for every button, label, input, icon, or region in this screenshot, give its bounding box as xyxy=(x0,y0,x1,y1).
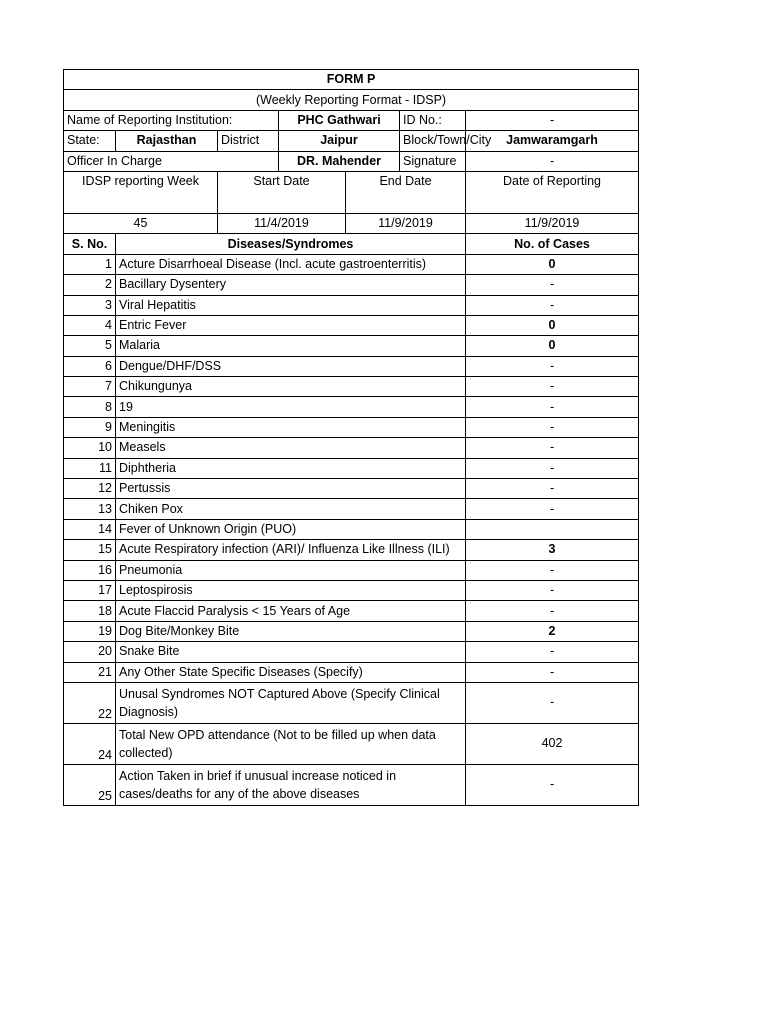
row-disease: Acute Flaccid Paralysis < 15 Years of Age xyxy=(116,601,466,621)
row-sno: 8 xyxy=(64,397,116,417)
start-date-value: 11/4/2019 xyxy=(218,213,346,233)
row-sno: 13 xyxy=(64,499,116,519)
table-row xyxy=(64,764,639,805)
id-label: ID No.: xyxy=(400,110,466,130)
row-sno: 3 xyxy=(64,295,116,315)
sno-header: S. No. xyxy=(64,234,116,254)
table-row xyxy=(64,621,639,641)
officer-label: Officer In Charge xyxy=(64,151,279,171)
row-sno: 24 xyxy=(64,723,116,764)
row-cases: 0 xyxy=(466,336,639,356)
table-row xyxy=(64,540,639,560)
row-cases: - xyxy=(466,642,639,662)
table-row xyxy=(64,377,639,397)
row-disease: Measels xyxy=(116,438,466,458)
row-cases: 3 xyxy=(466,540,639,560)
row-sno: 20 xyxy=(64,642,116,662)
table-row xyxy=(64,438,639,458)
week-value: 45 xyxy=(64,213,218,233)
row-sno: 12 xyxy=(64,479,116,499)
row-sno: 10 xyxy=(64,438,116,458)
row-disease: Entric Fever xyxy=(116,315,466,335)
row-sno: 15 xyxy=(64,540,116,560)
row-cases: - xyxy=(466,377,639,397)
row-cases: - xyxy=(466,417,639,437)
form-subtitle: (Weekly Reporting Format - IDSP) xyxy=(64,90,639,110)
state-value: Rajasthan xyxy=(116,131,218,151)
row-cases: - xyxy=(466,580,639,600)
table-row xyxy=(64,601,639,621)
row-disease: Acture Disarrhoeal Disease (Incl. acute gastroenterritis) xyxy=(116,254,466,274)
block-label: Block/Town/City xyxy=(400,131,466,151)
row-disease: Chikungunya xyxy=(116,377,466,397)
row-sno: 16 xyxy=(64,560,116,580)
row-cases: - xyxy=(466,662,639,682)
row-disease: Dengue/DHF/DSS xyxy=(116,356,466,376)
row-disease: Diphtheria xyxy=(116,458,466,478)
row-cases: - xyxy=(466,682,639,723)
start-date-header: Start Date xyxy=(218,171,346,213)
table-row xyxy=(64,397,639,417)
row-sno: 6 xyxy=(64,356,116,376)
row-cases: 0 xyxy=(466,315,639,335)
block-value: Jamwaramgarh xyxy=(466,131,639,151)
row-cases: - xyxy=(466,295,639,315)
reporting-date-value: 11/9/2019 xyxy=(466,213,639,233)
row-cases: - xyxy=(466,764,639,805)
table-row xyxy=(64,295,639,315)
institution-value: PHC Gathwari xyxy=(279,110,400,130)
row-cases: - xyxy=(466,275,639,295)
table-row xyxy=(64,662,639,682)
row-disease: 19 xyxy=(116,397,466,417)
row-disease: Pneumonia xyxy=(116,560,466,580)
table-row xyxy=(64,356,639,376)
table-row xyxy=(64,580,639,600)
row-sno: 17 xyxy=(64,580,116,600)
row-disease: Snake Bite xyxy=(116,642,466,662)
row-disease: Dog Bite/Monkey Bite xyxy=(116,621,466,641)
row-sno: 5 xyxy=(64,336,116,356)
row-cases xyxy=(466,519,639,539)
row-disease: Unusal Syndromes NOT Captured Above (Specify Clinical Diagnosis) xyxy=(116,682,466,723)
row-cases: - xyxy=(466,479,639,499)
signature-label: Signature xyxy=(400,151,466,171)
disease-header: Diseases/Syndromes xyxy=(116,234,466,254)
row-cases: - xyxy=(466,356,639,376)
row-sno: 4 xyxy=(64,315,116,335)
table-row xyxy=(64,315,639,335)
row-disease: Pertussis xyxy=(116,479,466,499)
row-sno: 9 xyxy=(64,417,116,437)
table-row xyxy=(64,723,639,764)
row-disease: Chiken Pox xyxy=(116,499,466,519)
district-label: District xyxy=(218,131,279,151)
row-disease: Any Other State Specific Diseases (Specify) xyxy=(116,662,466,682)
row-sno: 18 xyxy=(64,601,116,621)
form-p-table xyxy=(63,69,639,806)
row-sno: 2 xyxy=(64,275,116,295)
row-sno: 14 xyxy=(64,519,116,539)
row-cases: - xyxy=(466,560,639,580)
row-cases: - xyxy=(466,499,639,519)
id-value: - xyxy=(466,110,639,130)
row-sno: 1 xyxy=(64,254,116,274)
row-disease: Fever of Unknown Origin (PUO) xyxy=(116,519,466,539)
row-disease: Bacillary Dysentery xyxy=(116,275,466,295)
row-disease: Malaria xyxy=(116,336,466,356)
row-sno: 25 xyxy=(64,764,116,805)
signature-value: - xyxy=(466,151,639,171)
table-row xyxy=(64,458,639,478)
table-row xyxy=(64,519,639,539)
row-disease: Leptospirosis xyxy=(116,580,466,600)
row-disease: Acute Respiratory infection (ARI)/ Influenza Like Illness (ILI) xyxy=(116,540,466,560)
row-sno: 7 xyxy=(64,377,116,397)
row-disease: Total New OPD attendance (Not to be filled up when data collected) xyxy=(116,723,466,764)
row-sno: 11 xyxy=(64,458,116,478)
state-label: State: xyxy=(64,131,116,151)
row-sno: 22 xyxy=(64,682,116,723)
row-cases: - xyxy=(466,438,639,458)
row-sno: 19 xyxy=(64,621,116,641)
row-cases: - xyxy=(466,601,639,621)
table-row xyxy=(64,479,639,499)
end-date-value: 11/9/2019 xyxy=(346,213,466,233)
reporting-date-header: Date of Reporting xyxy=(466,171,639,213)
table-row xyxy=(64,254,639,274)
institution-label: Name of Reporting Institution: xyxy=(64,110,279,130)
table-row xyxy=(64,560,639,580)
end-date-header: End Date xyxy=(346,171,466,213)
row-disease: Action Taken in brief if unusual increase noticed in cases/deaths for any of the above diseases xyxy=(116,764,466,805)
row-cases: - xyxy=(466,458,639,478)
row-sno: 21 xyxy=(64,662,116,682)
row-disease: Viral Hepatitis xyxy=(116,295,466,315)
table-row xyxy=(64,275,639,295)
officer-value: DR. Mahender xyxy=(279,151,400,171)
table-row xyxy=(64,642,639,662)
table-row xyxy=(64,682,639,723)
form-title: FORM P xyxy=(64,70,639,90)
week-header: IDSP reporting Week xyxy=(64,171,218,213)
row-cases: 2 xyxy=(466,621,639,641)
row-disease: Meningitis xyxy=(116,417,466,437)
row-cases: 0 xyxy=(466,254,639,274)
table-row xyxy=(64,499,639,519)
row-cases: 402 xyxy=(466,723,639,764)
row-cases: - xyxy=(466,397,639,417)
cases-header: No. of Cases xyxy=(466,234,639,254)
table-row xyxy=(64,417,639,437)
district-value: Jaipur xyxy=(279,131,400,151)
table-row xyxy=(64,336,639,356)
